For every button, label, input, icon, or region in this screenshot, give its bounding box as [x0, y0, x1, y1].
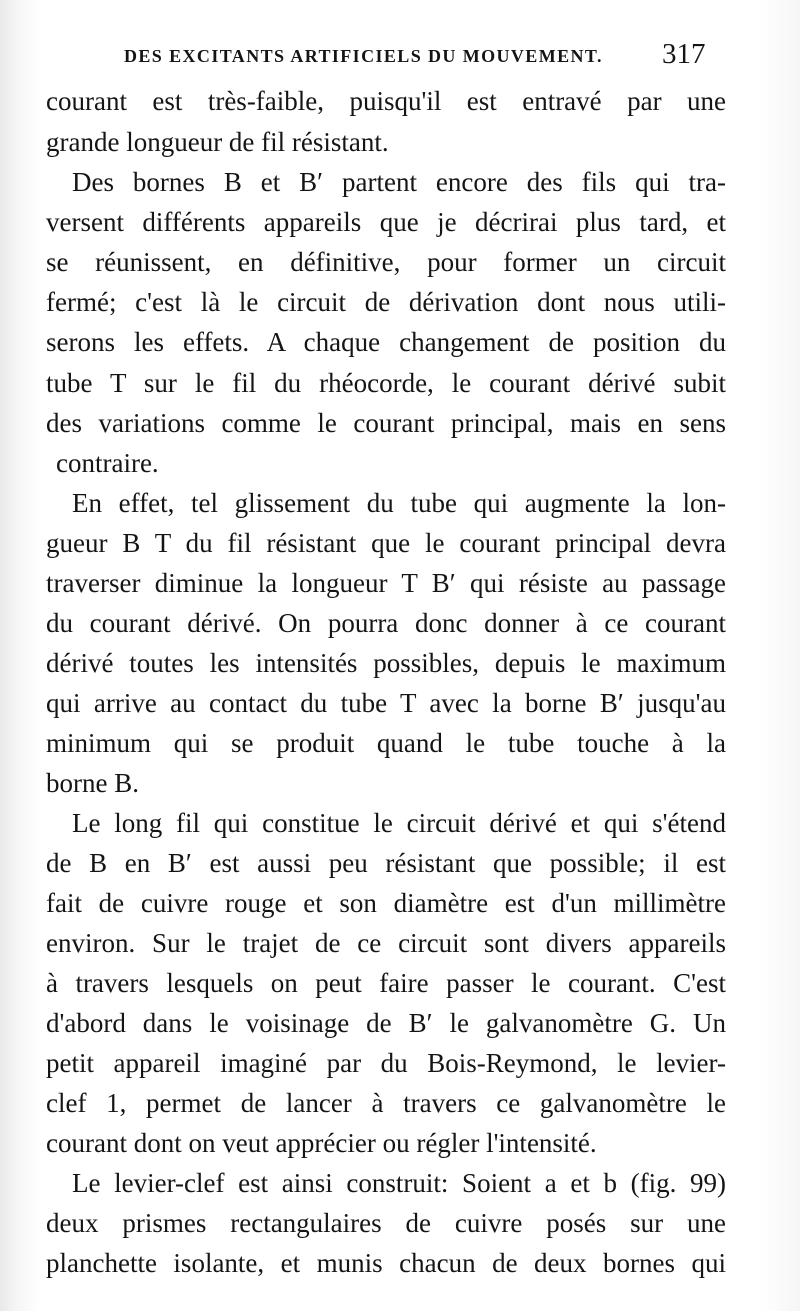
text-line: petit appareil imaginé par du Bois-Reymond, le levier-	[46, 1048, 726, 1078]
text-line: se réunissent, en définitive, pour former un circuit	[46, 247, 726, 277]
text-line: Des bornes B et B′ partent encore des fils qui tra-	[72, 167, 726, 197]
text-line: deux prismes rectangulaires de cuivre posés sur une	[46, 1208, 726, 1238]
page-number: 317	[662, 38, 706, 70]
text-line: contraire.	[56, 448, 159, 478]
text-line: traverser diminue la longueur T B′ qui résiste au passage	[46, 568, 726, 598]
text-line: clef 1, permet de lancer à travers ce galvanomètre le	[46, 1088, 726, 1118]
text-line: des variations comme le courant principal, mais en sens	[46, 408, 726, 438]
text-line: gueur B T du fil résistant que le courant principal devra	[46, 528, 726, 558]
text-line: fait de cuivre rouge et son diamètre est d'un millimètre	[46, 888, 726, 918]
text-line: Le long fil qui constitue le circuit dérivé et qui s'étend	[72, 808, 726, 838]
text-line: qui arrive au contact du tube T avec la borne B′ jusqu'au	[46, 688, 726, 718]
text-line: du courant dérivé. On pourra donc donner à ce courant	[46, 608, 726, 638]
running-title: DES EXCITANTS ARTIFICIELS DU MOUVEMENT.	[124, 46, 603, 66]
text-line: environ. Sur le trajet de ce circuit sont divers appareils	[46, 928, 726, 958]
page-header	[0, 38, 800, 78]
text-line: grande longueur de fil résistant.	[46, 127, 389, 157]
text-line: minimum qui se produit quand le tube touche à la	[46, 728, 726, 758]
text-line: planchette isolante, et munis chacun de deux bornes qui	[46, 1248, 726, 1278]
text-line: Le levier-clef est ainsi construit: Soient a et b (fig. 99)	[72, 1168, 726, 1198]
text-line: d'abord dans le voisinage de B′ le galvanomètre G. Un	[46, 1008, 726, 1038]
text-line: à travers lesquels on peut faire passer le courant. C'est	[46, 968, 726, 998]
text-line: de B en B′ est aussi peu résistant que possible; il est	[46, 848, 726, 878]
text-line: fermé; c'est là le circuit de dérivation dont nous utili-	[46, 287, 726, 317]
text-line: versent différents appareils que je décrirai plus tard, et	[46, 207, 726, 237]
text-line: tube T sur le fil du rhéocorde, le courant dérivé subit	[46, 368, 726, 398]
text-line: courant dont on veut apprécier ou régler l'intensité.	[46, 1128, 597, 1158]
text-line: courant est très-faible, puisqu'il est entravé par une	[46, 86, 726, 116]
text-line: serons les effets. A chaque changement de position du	[46, 327, 726, 357]
text-line: En effet, tel glissement du tube qui augmente la lon-	[72, 488, 726, 518]
text-line: dérivé toutes les intensités possibles, depuis le maximum	[46, 648, 726, 678]
text-line: borne B.	[46, 768, 139, 798]
